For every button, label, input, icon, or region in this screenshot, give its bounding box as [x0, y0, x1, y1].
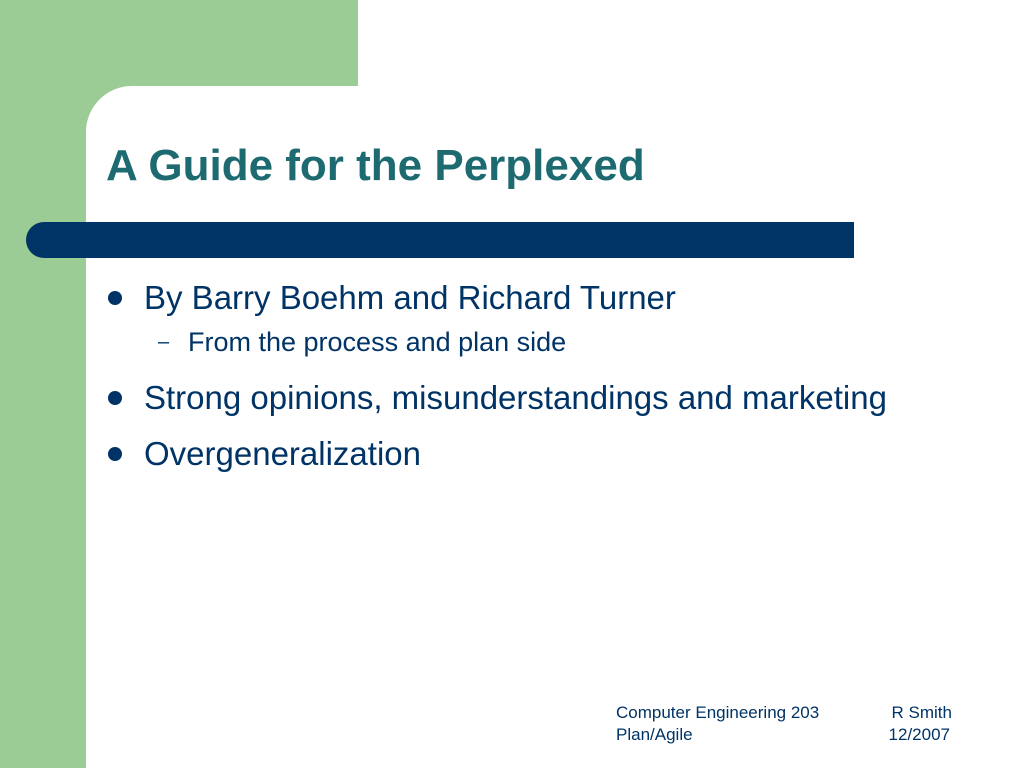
- bullet-list: [106, 276, 906, 488]
- bullet-text: By Barry Boehm and Richard Turner: [144, 279, 676, 316]
- sub-bullet-item: [144, 320, 906, 364]
- bullet-dot-icon: [108, 447, 122, 461]
- footer-date: 12/2007: [888, 725, 950, 744]
- slide-title: A Guide for the Perplexed: [106, 141, 645, 190]
- footer-course: Computer Engineering 203: [616, 703, 820, 722]
- bullet-item: [106, 376, 906, 420]
- bullet-text: Strong opinions, misunderstandings and marketing: [144, 379, 887, 416]
- bullet-item: [106, 276, 906, 364]
- bullet-item: [106, 432, 906, 476]
- slide-footer: [616, 702, 976, 746]
- bullet-dot-icon: [108, 391, 122, 405]
- sub-bullet-text: From the process and plan side: [188, 327, 567, 357]
- dash-icon: –: [158, 331, 170, 353]
- bullet-dot-icon: [108, 291, 122, 305]
- footer-row: [616, 724, 976, 746]
- footer-author: R Smith: [891, 703, 952, 722]
- bullet-text: Overgeneralization: [144, 435, 421, 472]
- footer-topic: Plan/Agile: [616, 725, 693, 744]
- footer-row: [616, 702, 976, 724]
- title-underline-bar: [26, 222, 854, 258]
- sub-bullet-list: [144, 320, 906, 364]
